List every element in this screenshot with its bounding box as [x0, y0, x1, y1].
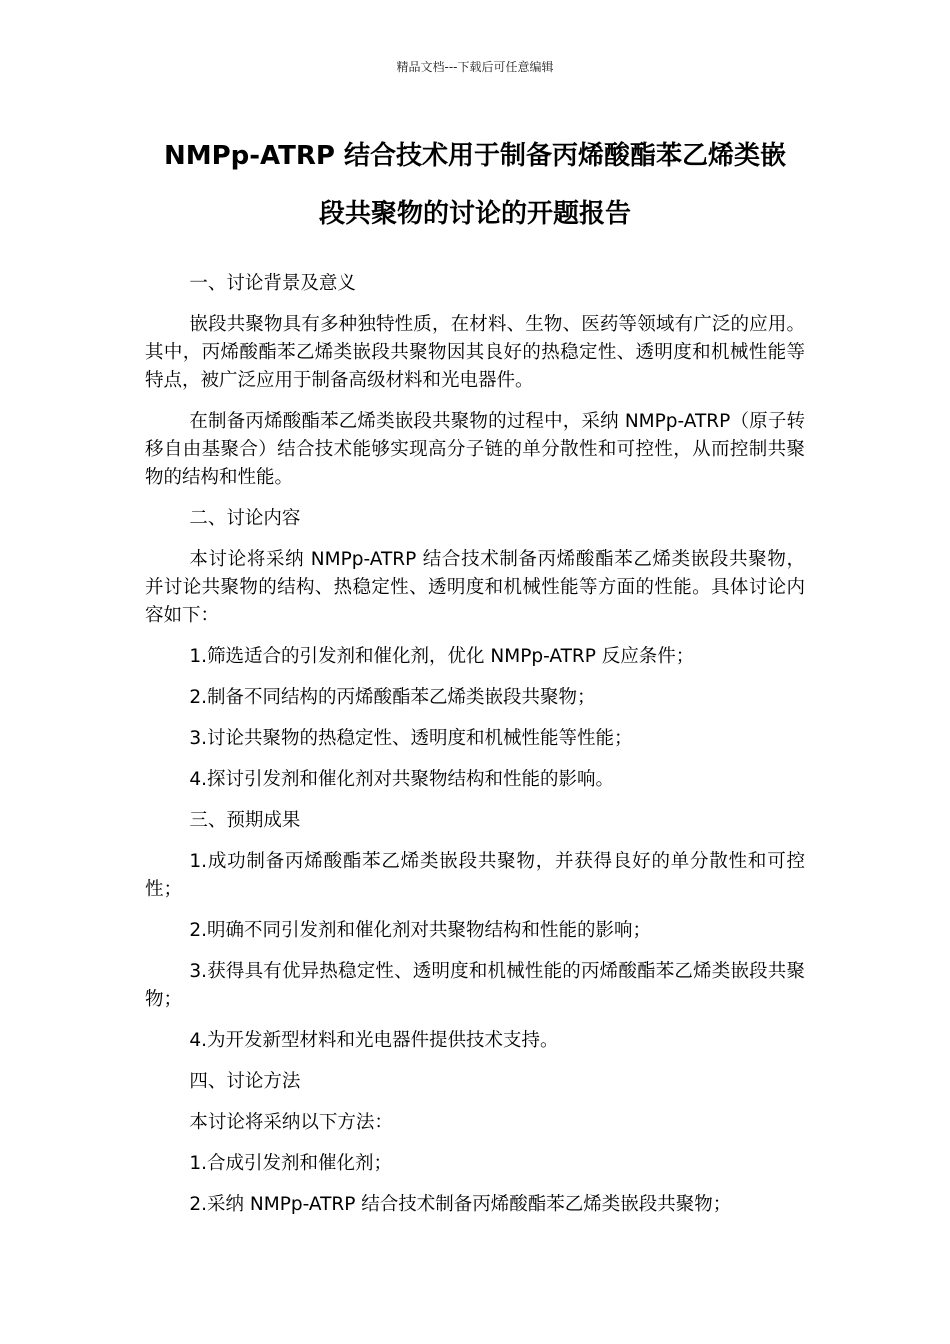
list-item-content-2: 2.制备不同结构的丙烯酸酯苯乙烯类嵌段共聚物； [189, 687, 596, 708]
list-item-results-4: 4.为开发新型材料和光电器件提供技术支持。 [189, 1030, 559, 1051]
document-body [145, 270, 805, 1232]
document-title-line-2: 段共聚物的讨论的开题报告 [318, 199, 631, 229]
section-heading-methods: 四、讨论方法 [189, 1071, 301, 1092]
document-title-line-1: NMPp-ATRP 结合技术用于制备丙烯酸酯苯乙烯类嵌 [163, 141, 787, 171]
list-item-content-1: 1.筛选适合的引发剂和催化剂，优化 NMPp-ATRP 反应条件； [189, 646, 695, 667]
section-heading-background: 一、讨论背景及意义 [189, 273, 356, 294]
paragraph-content-intro: 本讨论将采纳 NMPp-ATRP 结合技术制备丙烯酸酯苯乙烯类嵌段共聚物，并讨论共聚物的结构、热稳定性、透明度和机械性能等方面的性能。具体讨论内容如下： [145, 549, 805, 626]
list-item-results-3: 3.获得具有优异热稳定性、透明度和机械性能的丙烯酸酯苯乙烯类嵌段共聚物； [145, 961, 805, 1010]
list-item-results-1: 1.成功制备丙烯酸酯苯乙烯类嵌段共聚物，并获得良好的单分散性和可控性； [145, 851, 805, 900]
list-item-content-4: 4.探讨引发剂和催化剂对共聚物结构和性能的影响。 [189, 769, 615, 790]
paragraph-methods-intro: 本讨论将采纳以下方法： [189, 1112, 393, 1133]
list-item-results-2: 2.明确不同引发剂和催化剂对共聚物结构和性能的影响； [189, 920, 652, 941]
page-header-note: 精品文档---下载后可任意编辑 [396, 60, 554, 74]
list-item-content-3: 3.讨论共聚物的热稳定性、透明度和机械性能等性能； [189, 728, 633, 749]
paragraph-background-1: 嵌段共聚物具有多种独特性质，在材料、生物、医药等领域有广泛的应用。其中，丙烯酸酯苯乙烯类嵌段共聚物因其良好的热稳定性、透明度和机械性能等特点，被广泛应用于制备高级材料和光电器件。 [145, 314, 805, 391]
paragraph-background-2: 在制备丙烯酸酯苯乙烯类嵌段共聚物的过程中，采纳 NMPp-ATRP（原子转移自由基聚合）结合技术能够实现高分子链的单分散性和可控性，从而控制共聚物的结构和性能。 [145, 411, 805, 488]
section-heading-expected-results: 三、预期成果 [189, 810, 301, 831]
section-heading-content: 二、讨论内容 [189, 508, 301, 529]
list-item-methods-1: 1.合成引发剂和催化剂； [189, 1153, 393, 1174]
list-item-methods-2: 2.采纳 NMPp-ATRP 结合技术制备丙烯酸酯苯乙烯类嵌段共聚物； [189, 1194, 732, 1215]
